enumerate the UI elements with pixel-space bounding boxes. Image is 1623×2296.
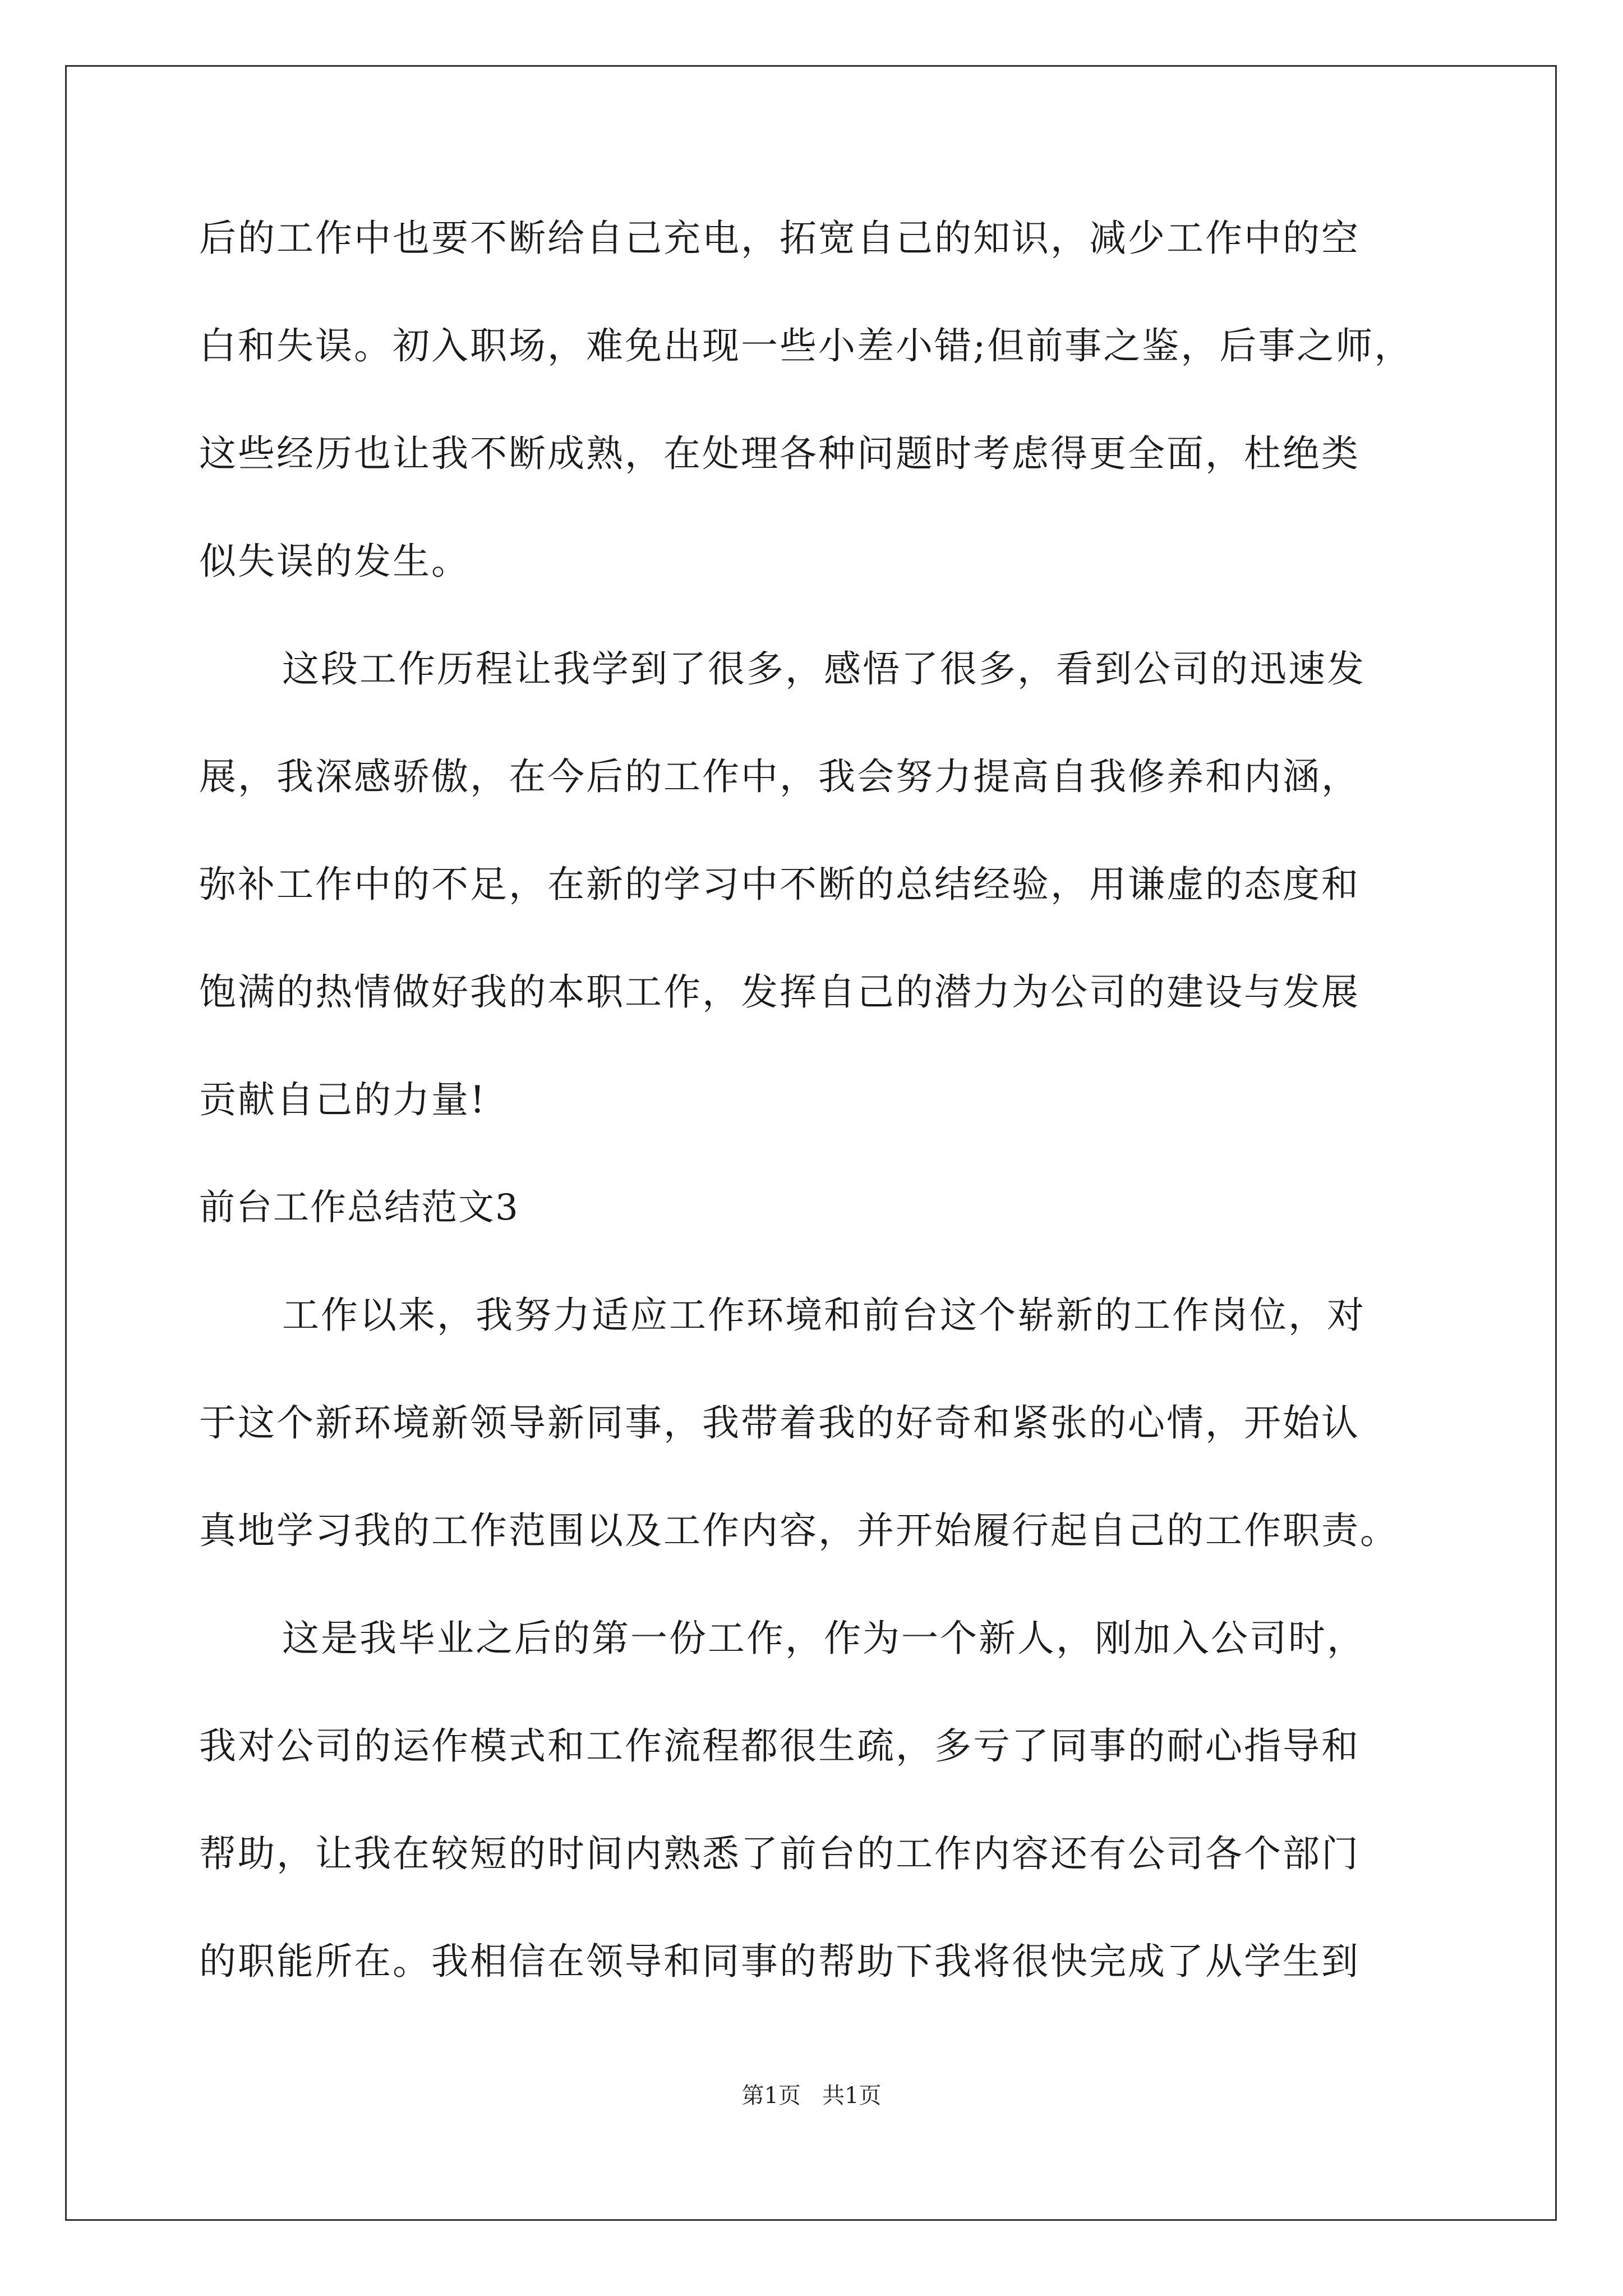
paragraph-line: 这是我毕业之后的第一份工作，作为一个新人，刚加入公司时， xyxy=(282,1617,1366,1660)
paragraph-line: 于这个新环境新领导新同事，我带着我的好奇和紧张的心情，开始认 xyxy=(199,1401,1360,1444)
paragraph-line: 工作以来，我努力适应工作环境和前台这个崭新的工作岗位，对 xyxy=(282,1294,1366,1337)
section-heading: 前台工作总结范文3 xyxy=(199,1187,519,1228)
paragraph-line: 这些经历也让我不断成熟，在处理各种问题时考虑得更全面，杜绝类 xyxy=(199,432,1360,475)
paragraph-line: 弥补工作中的不足，在新的学习中不断的总结经验，用谦虚的态度和 xyxy=(199,863,1360,906)
paragraph-line: 我对公司的运作模式和工作流程都很生疏，多亏了同事的耐心指导和 xyxy=(199,1724,1360,1768)
paragraph-line: 的职能所在。我相信在领导和同事的帮助下我将很快完成了从学生到 xyxy=(199,1940,1360,1983)
page-number-footer: 第1页 共1页 xyxy=(741,2083,882,2109)
paragraph-line: 真地学习我的工作范围以及工作内容，并开始履行起自己的工作职责。 xyxy=(199,1509,1399,1552)
paragraph-line: 饱满的热情做好我的本职工作，发挥自己的潜力为公司的建设与发展 xyxy=(199,970,1360,1014)
paragraph-line: 后的工作中也要不断给自己充电，拓宽自己的知识，减少工作中的空 xyxy=(199,217,1360,260)
paragraph-line: 贡献自己的力量! xyxy=(199,1078,487,1121)
paragraph-line: 帮助，让我在较短的时间内熟悉了前台的工作内容还有公司各个部门 xyxy=(199,1832,1360,1875)
paragraph-line: 白和失误。初入职场，难免出现一些小差小错;但前事之鉴，后事之师， xyxy=(199,324,1413,367)
paragraph-line: 展，我深感骄傲，在今后的工作中，我会努力提高自我修养和内涵， xyxy=(199,755,1360,798)
paragraph-line: 似失误的发生。 xyxy=(199,540,470,583)
paragraph-line: 这段工作历程让我学到了很多，感悟了很多，看到公司的迅速发 xyxy=(282,647,1366,691)
document-body xyxy=(199,217,1422,2051)
